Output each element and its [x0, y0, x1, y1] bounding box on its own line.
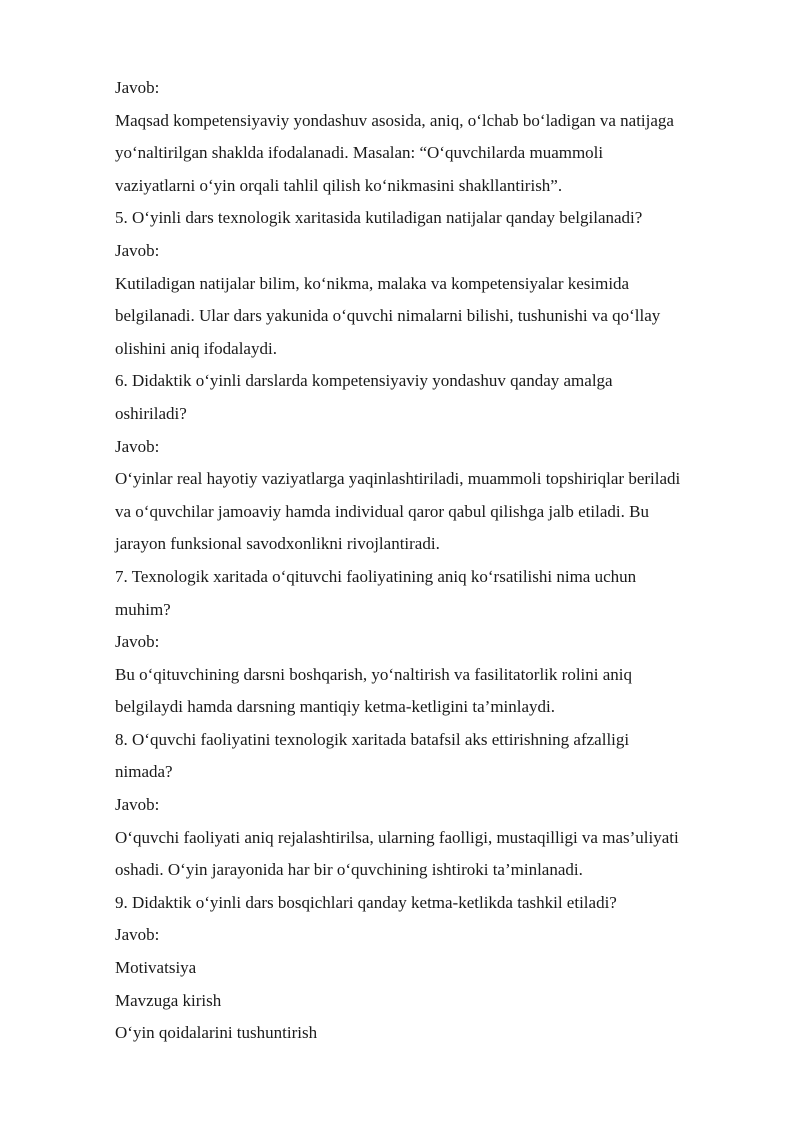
answer-text-line: belgilaydi hamda darsning mantiqiy ketma-ketligini ta’minlaydi.	[115, 697, 556, 717]
answer-label: Javob:	[115, 436, 160, 456]
answer-text-line: vaziyatlarni o‘yin orqali tahlil qilish ko‘nikmasini shakllantirish”.	[115, 175, 563, 195]
answer-text-line: Kutiladigan natijalar bilim, ko‘nikma, malaka va kompetensiyalar kesimida	[115, 273, 630, 293]
answer-label: Javob:	[115, 632, 160, 652]
list-item: Mavzuga kirish	[115, 990, 222, 1010]
answer-label: Javob:	[115, 925, 160, 945]
question-line: 9. Didaktik o‘yinli dars bosqichlari qanday ketma-ketlikda tashkil etiladi?	[115, 892, 617, 912]
answer-text-line: Bu o‘qituvchining darsni boshqarish, yo‘naltirish va fasilitatorlik rolini aniq	[115, 664, 633, 684]
answer-text-line: O‘quvchi faoliyati aniq rejalashtirilsa, ularning faolligi, mustaqilligi va mas’uliyati	[115, 827, 679, 847]
question-line: 7. Texnologik xaritada o‘qituvchi faoliyatining aniq ko‘rsatilishi nima uchun	[115, 566, 637, 586]
question-line: oshiriladi?	[115, 403, 187, 423]
question-line: nimada?	[115, 762, 173, 782]
answer-text-line: va o‘quvchilar jamoaviy hamda individual qaror qabul qilishga jalb etiladi. Bu	[115, 501, 649, 521]
answer-label: Javob:	[115, 78, 160, 97]
question-line: 6. Didaktik o‘yinli darslarda kompetensiyaviy yondashuv qanday amalga	[115, 371, 613, 391]
question-line: 8. O‘quvchi faoliyatini texnologik xaritada batafsil aks ettirishning afzalligi	[115, 729, 630, 749]
answer-text-line: belgilanadi. Ular dars yakunida o‘quvchi nimalarni bilishi, tushunishi va qo‘llay	[115, 306, 661, 326]
answer-text-line: O‘yinlar real hayotiy vaziyatlarga yaqinlashtiriladi, muammoli topshiriqlar beriladi	[115, 469, 681, 489]
answer-text-line: jarayon funksional savodxonlikni rivojlantiradi.	[115, 534, 440, 554]
question-line: 5. O‘yinli dars texnologik xaritasida kutiladigan natijalar qanday belgilanadi?	[115, 208, 643, 228]
answer-text-line: yo‘naltirilgan shaklda ifodalanadi. Masalan: “O‘quvchilarda muammoli	[115, 143, 604, 163]
answer-label: Javob:	[115, 795, 160, 815]
question-line: muhim?	[115, 599, 171, 619]
list-item: O‘yin qoidalarini tushuntirish	[115, 1023, 318, 1043]
answer-text-line: olishini aniq ifodalaydi.	[115, 338, 277, 358]
document-page	[115, 72, 745, 1050]
answer-text-line: oshadi. O‘yin jarayonida har bir o‘quvchining ishtiroki ta’minlanadi.	[115, 860, 583, 880]
answer-label: Javob:	[115, 240, 160, 260]
list-item: Motivatsiya	[115, 958, 197, 978]
answer-text-line: Maqsad kompetensiyaviy yondashuv asosida, aniq, o‘lchab bo‘ladigan va natijaga	[115, 110, 674, 130]
